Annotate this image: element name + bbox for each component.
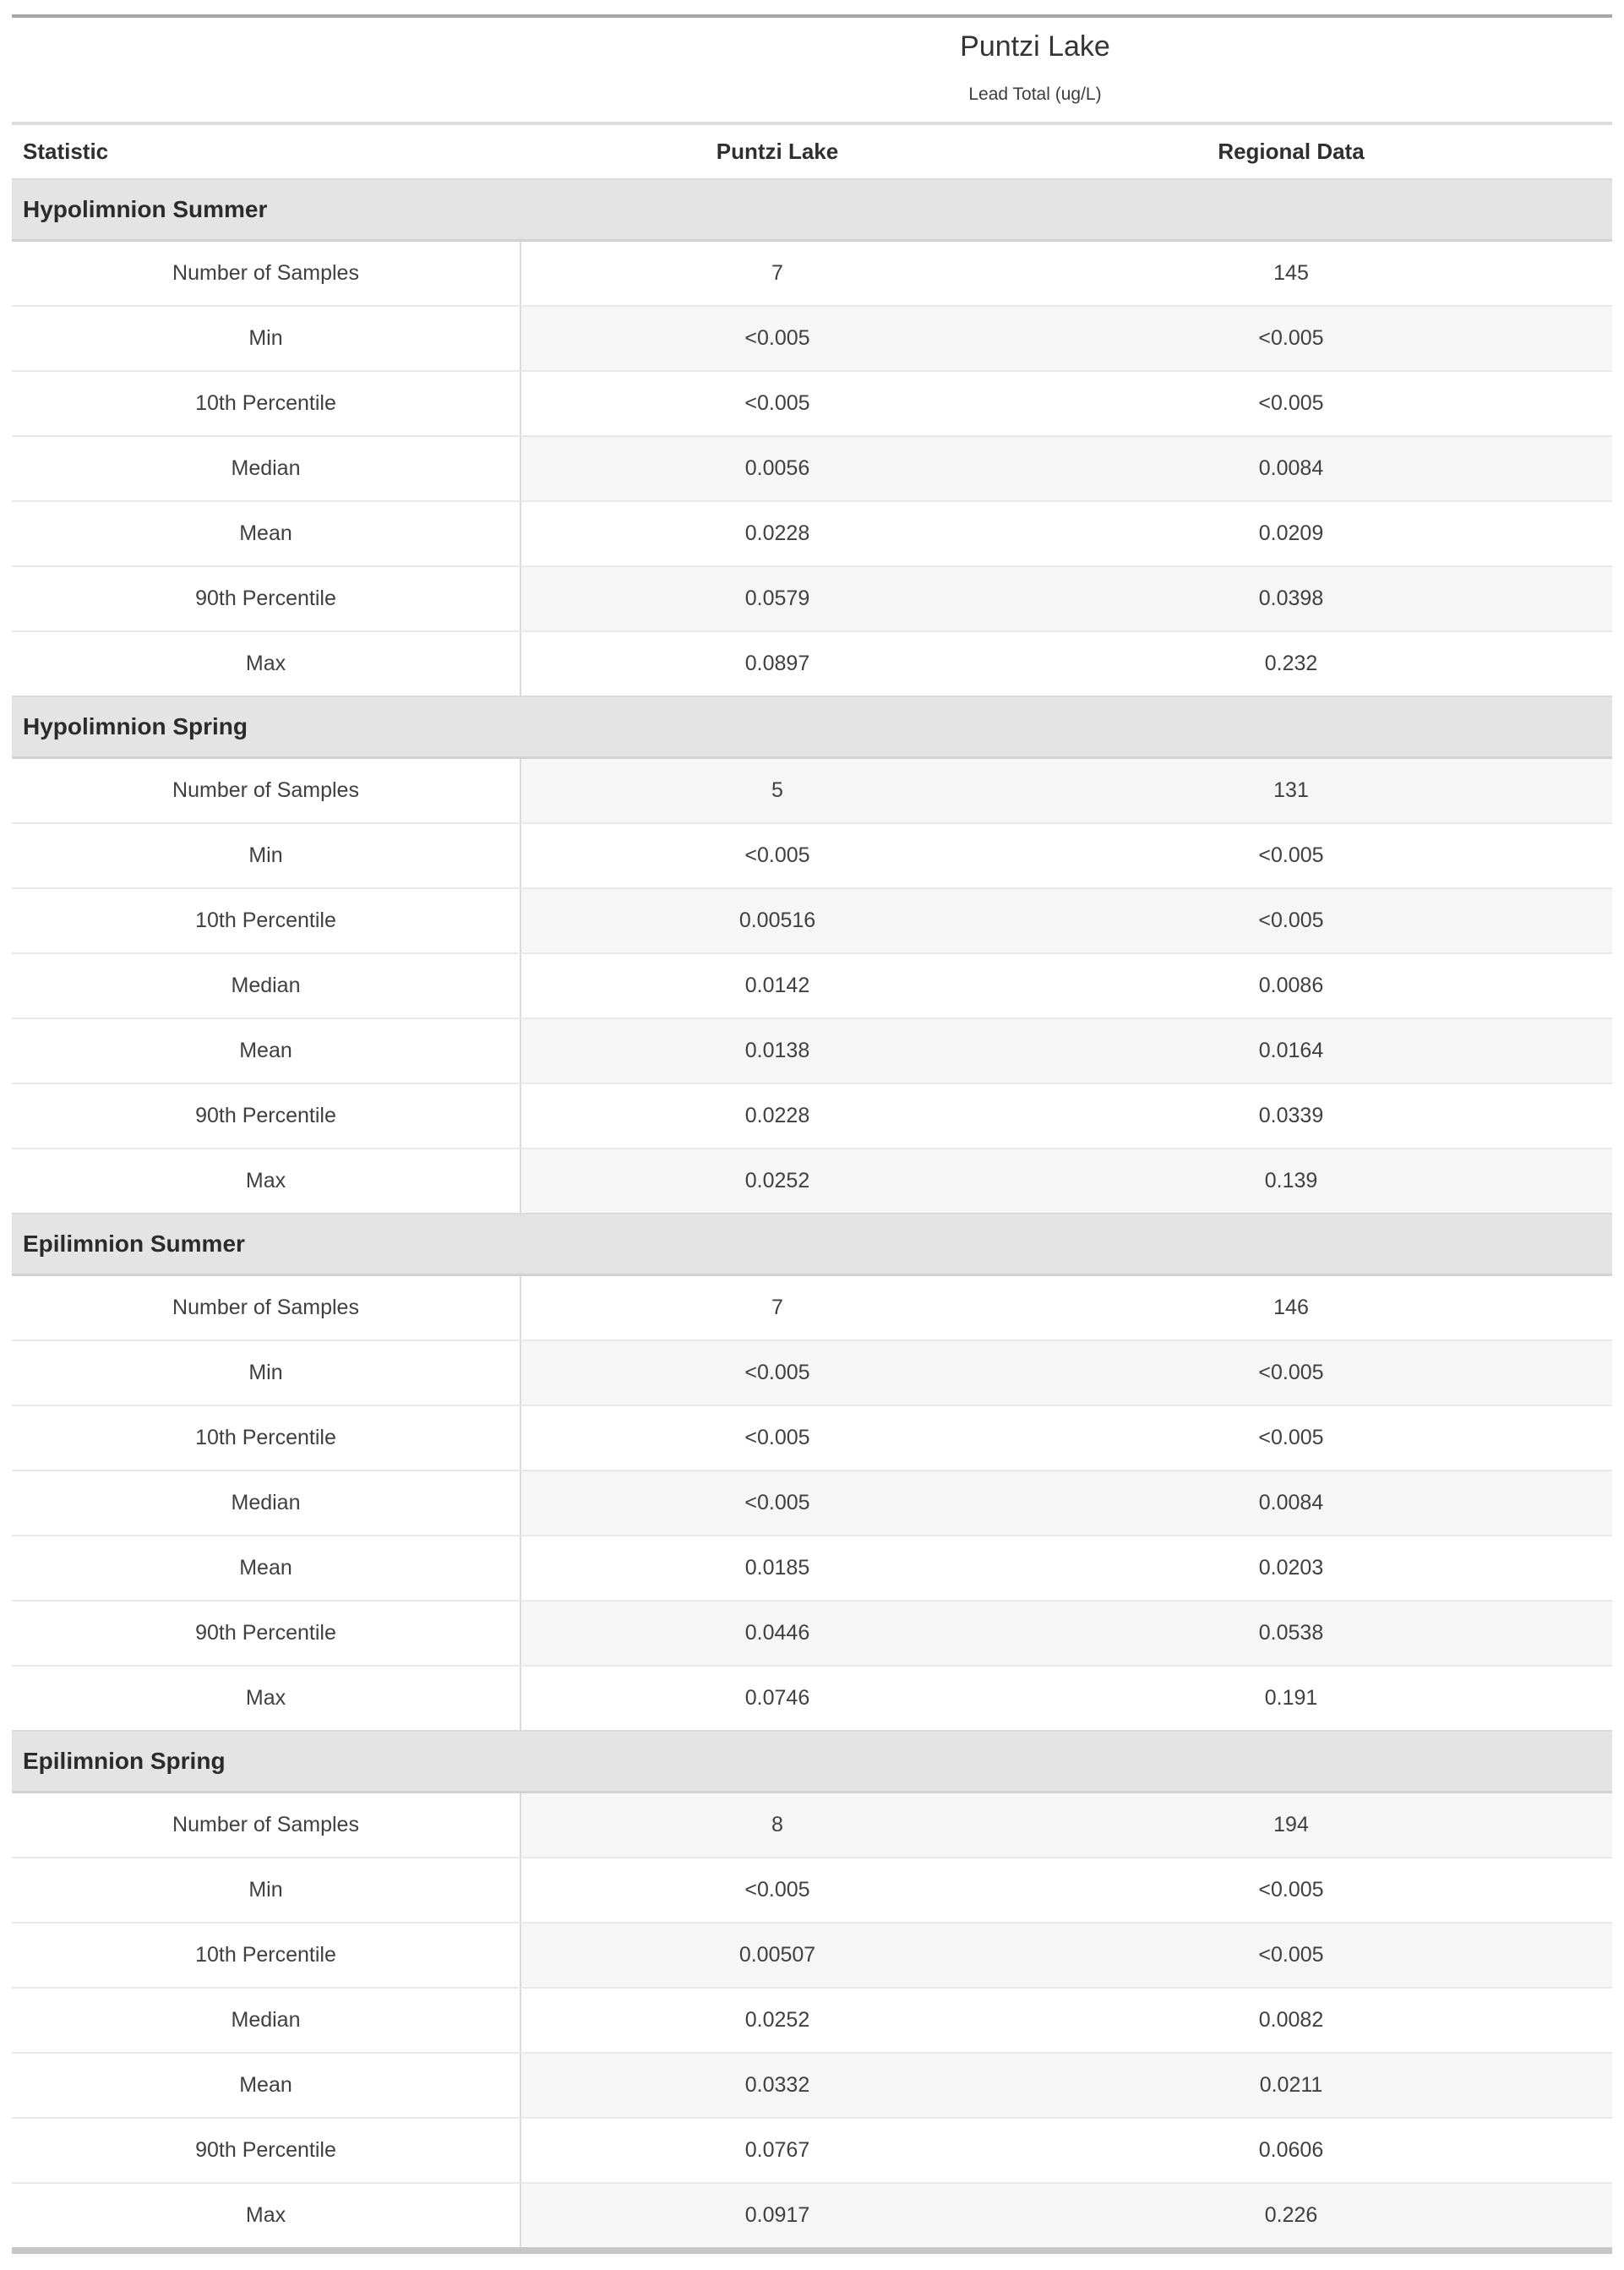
row-label: 10th Percentile <box>12 889 521 952</box>
row-spacer <box>1549 567 1612 630</box>
row-label: Mean <box>12 502 521 565</box>
row-label: Min <box>12 824 521 887</box>
table-row <box>12 500 1612 565</box>
row-label: Median <box>12 437 521 500</box>
row-label: 90th Percentile <box>12 567 521 630</box>
row-label: Number of Samples <box>12 242 521 305</box>
puntzi-lake-value: <0.005 <box>521 307 1033 370</box>
row-spacer <box>1549 1276 1612 1340</box>
column-header-statistic: Statistic <box>23 139 109 164</box>
page-subtitle: Lead Total (ug/L) <box>968 85 1102 105</box>
section-title: Epilimnion Summer <box>23 1230 245 1257</box>
puntzi-lake-value: <0.005 <box>521 824 1033 887</box>
puntzi-lake-value: 0.0252 <box>521 1989 1033 2052</box>
regional-data-value: 0.226 <box>1033 2184 1549 2247</box>
puntzi-lake-value: 0.0185 <box>521 1536 1033 1600</box>
puntzi-lake-value: <0.005 <box>521 1406 1033 1470</box>
section-header <box>12 696 1612 759</box>
row-spacer <box>1549 1989 1612 2052</box>
regional-data-value: 0.0084 <box>1033 437 1549 500</box>
puntzi-lake-value: 0.0228 <box>521 1084 1033 1148</box>
section-header <box>12 1213 1612 1276</box>
section-title: Epilimnion Spring <box>23 1748 226 1774</box>
section-title: Hypolimnion Summer <box>23 196 268 222</box>
row-spacer <box>1549 632 1612 696</box>
table-row <box>12 565 1612 630</box>
puntzi-lake-value: 0.0746 <box>521 1667 1033 1730</box>
regional-data-value: 0.0203 <box>1033 1536 1549 1600</box>
table-section-epilimnion-spring <box>12 1730 1612 2247</box>
row-spacer <box>1549 1019 1612 1083</box>
table-row <box>12 2052 1612 2117</box>
puntzi-lake-value: 0.0138 <box>521 1019 1033 1083</box>
row-spacer <box>1549 759 1612 822</box>
puntzi-lake-value: 7 <box>521 1276 1033 1340</box>
table-row <box>12 887 1612 952</box>
regional-data-value: <0.005 <box>1033 1858 1549 1922</box>
row-spacer <box>1549 372 1612 435</box>
row-label: Number of Samples <box>12 1276 521 1340</box>
row-label: 90th Percentile <box>12 2119 521 2182</box>
table-row <box>12 1793 1612 1857</box>
row-label: Min <box>12 1341 521 1405</box>
table-row <box>12 370 1612 435</box>
table-row <box>12 952 1612 1018</box>
table-row <box>12 435 1612 500</box>
row-label: Number of Samples <box>12 759 521 822</box>
table-row <box>12 1922 1612 1987</box>
puntzi-lake-value: 0.00516 <box>521 889 1033 952</box>
row-spacer <box>1549 502 1612 565</box>
row-label: Max <box>12 632 521 696</box>
row-spacer <box>1549 437 1612 500</box>
puntzi-lake-value: 0.0228 <box>521 502 1033 565</box>
row-label: Median <box>12 954 521 1018</box>
row-spacer <box>1549 307 1612 370</box>
puntzi-lake-value: 0.00507 <box>521 1923 1033 1987</box>
bottom-accent-bar <box>12 2247 1612 2254</box>
table-row <box>12 1276 1612 1340</box>
row-spacer <box>1549 1084 1612 1148</box>
puntzi-lake-value: 0.0767 <box>521 2119 1033 2182</box>
row-label: Max <box>12 1667 521 1730</box>
puntzi-lake-value: 8 <box>521 1793 1033 1857</box>
row-label: Mean <box>12 2054 521 2117</box>
row-label: 90th Percentile <box>12 1084 521 1148</box>
table-row <box>12 1665 1612 1730</box>
row-spacer <box>1549 824 1612 887</box>
regional-data-value: 0.0398 <box>1033 567 1549 630</box>
row-label: Mean <box>12 1536 521 1600</box>
row-spacer <box>1549 1341 1612 1405</box>
section-header <box>12 1730 1612 1793</box>
row-spacer <box>1549 242 1612 305</box>
row-spacer <box>1549 1471 1612 1535</box>
column-header-puntzi-lake: Puntzi Lake <box>716 139 839 164</box>
regional-data-value: 131 <box>1033 759 1549 822</box>
regional-data-value: 0.0086 <box>1033 954 1549 1018</box>
table-row <box>12 1987 1612 2052</box>
row-spacer <box>1549 1858 1612 1922</box>
table-row <box>12 305 1612 370</box>
regional-data-value: <0.005 <box>1033 1406 1549 1470</box>
table-row <box>12 1083 1612 1148</box>
puntzi-lake-value: <0.005 <box>521 1471 1033 1535</box>
row-spacer <box>1549 2119 1612 2182</box>
regional-data-value: 0.0164 <box>1033 1019 1549 1083</box>
regional-data-value: 0.191 <box>1033 1667 1549 1730</box>
table-row <box>12 1600 1612 1665</box>
regional-data-value: <0.005 <box>1033 307 1549 370</box>
column-header-row <box>12 125 1612 178</box>
section-title: Hypolimnion Spring <box>23 713 248 739</box>
row-label: Max <box>12 1149 521 1213</box>
row-spacer <box>1549 954 1612 1018</box>
puntzi-lake-value: 5 <box>521 759 1033 822</box>
row-label: 10th Percentile <box>12 1406 521 1470</box>
table-row <box>12 759 1612 822</box>
puntzi-lake-value: <0.005 <box>521 1858 1033 1922</box>
row-spacer <box>1549 1793 1612 1857</box>
puntzi-lake-value: 0.0332 <box>521 2054 1033 2117</box>
table-section-hypolimnion-summer <box>12 178 1612 696</box>
table-row <box>12 2117 1612 2182</box>
row-label: Number of Samples <box>12 1793 521 1857</box>
table-row <box>12 630 1612 696</box>
row-label: Min <box>12 1858 521 1922</box>
puntzi-lake-value: 0.0056 <box>521 437 1033 500</box>
title-block <box>521 18 1549 122</box>
regional-data-value: 0.139 <box>1033 1149 1549 1213</box>
regional-data-value: <0.005 <box>1033 372 1549 435</box>
row-label: Median <box>12 1989 521 2052</box>
table-row <box>12 1018 1612 1083</box>
table-section-hypolimnion-spring <box>12 696 1612 1213</box>
table-row <box>12 2182 1612 2247</box>
row-spacer <box>1549 2184 1612 2247</box>
page-title: Puntzi Lake <box>960 30 1110 63</box>
row-label: 90th Percentile <box>12 1602 521 1665</box>
puntzi-lake-value: 0.0917 <box>521 2184 1033 2247</box>
row-label: Min <box>12 307 521 370</box>
table-row <box>12 1340 1612 1405</box>
table-row <box>12 1148 1612 1213</box>
puntzi-lake-value: 0.0142 <box>521 954 1033 1018</box>
regional-data-value: <0.005 <box>1033 1341 1549 1405</box>
row-label: 10th Percentile <box>12 372 521 435</box>
regional-data-value: <0.005 <box>1033 1923 1549 1987</box>
row-spacer <box>1549 1667 1612 1730</box>
row-spacer <box>1549 1536 1612 1600</box>
regional-data-value: <0.005 <box>1033 889 1549 952</box>
table-row <box>12 1857 1612 1922</box>
puntzi-lake-value: 0.0252 <box>521 1149 1033 1213</box>
regional-data-value: 0.232 <box>1033 632 1549 696</box>
regional-data-value: 0.0538 <box>1033 1602 1549 1665</box>
regional-data-value: 0.0084 <box>1033 1471 1549 1535</box>
regional-data-value: 0.0209 <box>1033 502 1549 565</box>
puntzi-lake-value: 0.0897 <box>521 632 1033 696</box>
puntzi-lake-value: <0.005 <box>521 1341 1033 1405</box>
table-section-epilimnion-summer <box>12 1213 1612 1730</box>
row-spacer <box>1549 1602 1612 1665</box>
puntzi-lake-value: <0.005 <box>521 372 1033 435</box>
table-row <box>12 242 1612 305</box>
table-row <box>12 822 1612 887</box>
regional-data-value: <0.005 <box>1033 824 1549 887</box>
regional-data-value: 146 <box>1033 1276 1549 1340</box>
section-header <box>12 178 1612 242</box>
regional-data-value: 0.0082 <box>1033 1989 1549 2052</box>
puntzi-lake-value: 0.0579 <box>521 567 1033 630</box>
row-label: 10th Percentile <box>12 1923 521 1987</box>
regional-data-value: 0.0339 <box>1033 1084 1549 1148</box>
row-label: Median <box>12 1471 521 1535</box>
regional-data-value: 194 <box>1033 1793 1549 1857</box>
column-header-regional-data: Regional Data <box>1218 139 1365 164</box>
regional-data-value: 0.0211 <box>1033 2054 1549 2117</box>
row-spacer <box>1549 1149 1612 1213</box>
puntzi-lake-value: 7 <box>521 242 1033 305</box>
table-row <box>12 1470 1612 1535</box>
row-spacer <box>1549 1406 1612 1470</box>
table-row <box>12 1405 1612 1470</box>
row-label: Mean <box>12 1019 521 1083</box>
row-spacer <box>1549 1923 1612 1987</box>
row-spacer <box>1549 2054 1612 2117</box>
regional-data-value: 0.0606 <box>1033 2119 1549 2182</box>
table-row <box>12 1535 1612 1600</box>
puntzi-lake-value: 0.0446 <box>521 1602 1033 1665</box>
row-spacer <box>1549 889 1612 952</box>
regional-data-value: 145 <box>1033 242 1549 305</box>
row-label: Max <box>12 2184 521 2247</box>
